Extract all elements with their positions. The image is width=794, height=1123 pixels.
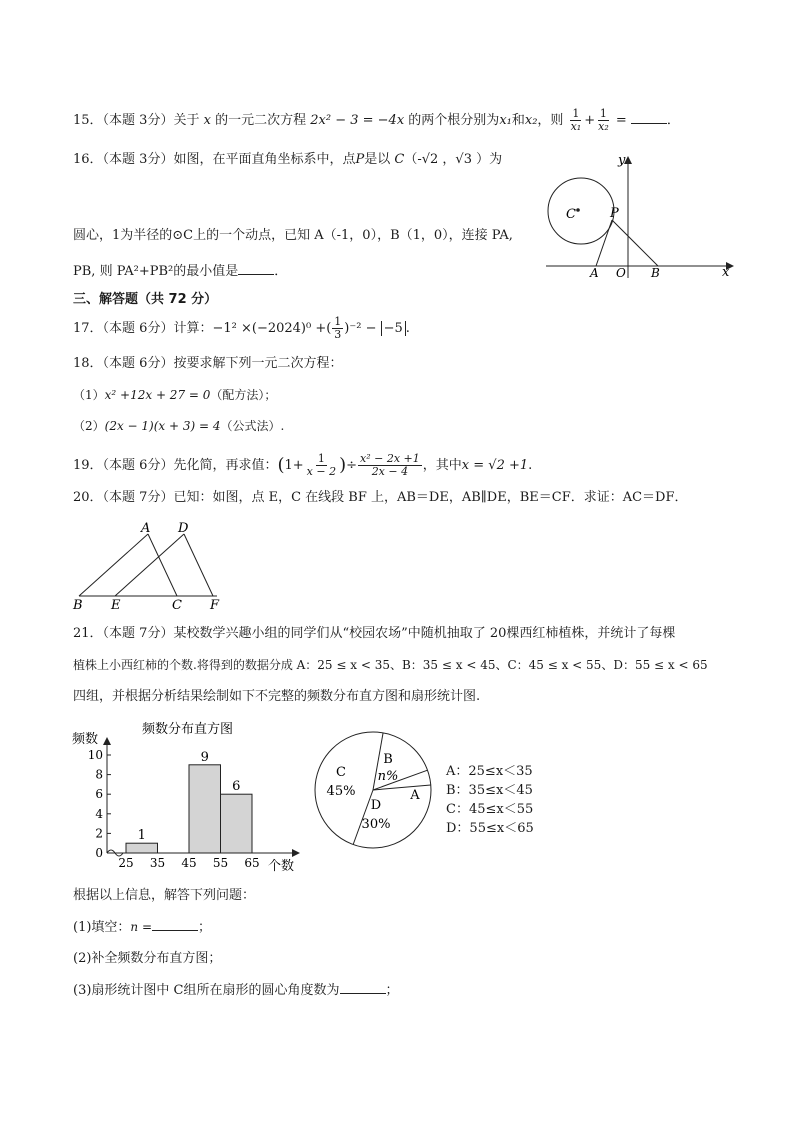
circle-c	[548, 178, 614, 244]
frac-den: x₂	[598, 120, 609, 133]
label-p: P	[610, 206, 619, 221]
label-y: y	[618, 153, 626, 168]
y-tick-label: 2	[95, 826, 103, 841]
question-17	[73, 316, 410, 341]
label-d: D	[178, 521, 189, 536]
q16-text2: 是以	[364, 152, 391, 167]
q15-answer-blank[interactable]	[631, 111, 667, 124]
q18-score: （本题 6分）	[102, 356, 174, 371]
q16-point-c: C	[394, 152, 405, 167]
q20-triangle-figure	[70, 520, 230, 612]
label-x: x	[722, 265, 730, 280]
q16-line3-text: PB, 则 PA²+PB²的最小值是	[73, 264, 239, 279]
q21-sub1-blank[interactable]	[152, 918, 198, 931]
q17-expr-b: )⁻² −	[344, 321, 377, 336]
histogram-bar	[189, 765, 221, 853]
q18-part-1	[73, 386, 276, 404]
q21-number: 21．	[73, 626, 103, 641]
q15-text5: ，则	[537, 113, 564, 128]
legend-item-b: B：35≤x＜45	[446, 783, 533, 798]
histogram-ylabel: 频数	[72, 732, 99, 747]
q20-score: （本题 7分）	[102, 490, 174, 505]
segment-ab	[79, 534, 148, 596]
q18-p1-label: （1）	[73, 388, 105, 402]
q19-xval: x = √2 +1	[461, 458, 529, 473]
pie-slice-value-d: 30%	[361, 817, 391, 832]
q19-paren-open: (	[277, 454, 285, 476]
histogram-xlabel: 个数	[268, 859, 295, 874]
q19-one-plus: 1+	[284, 458, 304, 473]
q15-root2: x₂	[524, 113, 538, 128]
x-tick-label: 45	[181, 856, 197, 870]
q15-score: （本题 3分）	[102, 113, 174, 128]
question-20	[73, 489, 688, 507]
q16-end: ．	[274, 264, 288, 279]
label-c: C	[172, 598, 182, 613]
q19-number: 19．	[73, 458, 103, 473]
y-tick-label: 0	[95, 846, 103, 860]
y-tick-label: 10	[87, 748, 103, 762]
q18-p1-eq: x² +12x + 27 = 0	[104, 388, 211, 402]
question-21-line3: 四组，并根据分析结果绘制如下不完整的频数分布直方图和扇形统计图.	[73, 689, 481, 704]
frac-num: 1	[572, 107, 580, 120]
frac-den: 2x − 4	[371, 465, 409, 478]
pie-slice-label-d: D	[370, 798, 382, 813]
question-21-line1	[73, 625, 675, 643]
q17-score: （本题 6分）	[102, 321, 174, 336]
q16-number: 16．	[73, 152, 103, 167]
q16-text1: 如图，在平面直角坐标系中，点	[173, 152, 356, 167]
frac-den: x − 2	[306, 465, 337, 478]
histogram-bar	[126, 843, 158, 853]
q15-end: ．	[666, 113, 680, 128]
q19-text: 先化简，再求值：	[173, 458, 278, 473]
bar-value-label: 1	[137, 828, 146, 844]
q15-equation: 2x² − 3 = −4x	[310, 113, 405, 128]
q15-number: 15．	[73, 113, 103, 128]
question-16-line1	[73, 151, 502, 169]
q21-score: （本题 7分）	[102, 626, 174, 641]
pie-slice-label-c: C	[336, 765, 346, 780]
question-16-line3	[73, 262, 287, 281]
q15-plus: +	[584, 113, 596, 128]
y-tick-label: 4	[95, 806, 103, 821]
frequency-histogram	[70, 715, 310, 875]
q17-text: 计算：	[173, 321, 213, 336]
q17-end: .	[405, 321, 410, 336]
q15-equals: =	[615, 113, 627, 128]
label-o: O	[616, 266, 626, 280]
segment-pb	[612, 220, 658, 266]
q19-fraction-2	[358, 453, 422, 478]
q21-sub1-text: (1)填空：	[73, 920, 131, 935]
bar-value-label: 9	[200, 749, 209, 765]
bar-value-label: 6	[232, 779, 241, 795]
legend-item-c: C：45≤x＜55	[446, 802, 534, 817]
q21-sub3-end: ；	[385, 983, 399, 998]
segment-pa	[596, 220, 612, 266]
histogram-bar	[221, 794, 253, 853]
q21-sub1-n: n =	[130, 920, 153, 934]
q17-expr-a: −1² ×(−2024)⁰ +(	[212, 321, 332, 336]
q20-number: 20．	[73, 490, 103, 505]
x-tick-label: 55	[212, 856, 229, 870]
q15-text1: 关于	[173, 113, 200, 128]
q21-sub-2: (2)补全频数分布直方图；	[73, 951, 222, 966]
q21-line1: 某校数学兴趣小组的同学们从“校园农场”中随机抽取了 20棵西红柿植株，并统计了每棵	[173, 626, 676, 641]
segment-ac	[148, 534, 177, 596]
pie-chart	[308, 730, 438, 860]
q21-sub3-blank[interactable]	[340, 981, 386, 994]
histogram-title: 频数分布直方图	[142, 722, 234, 737]
y-axis-arrow-icon	[103, 737, 111, 745]
center-c-dot	[576, 208, 580, 212]
q15-text3: 的两个根分别为	[408, 113, 500, 128]
q19-paren-close: )	[339, 454, 347, 476]
y-tick-label: 8	[95, 767, 103, 782]
legend-item-a: A：25≤x＜35	[446, 764, 533, 779]
q21-sub1-end: ；	[198, 920, 212, 935]
q16-point-p: P	[355, 152, 365, 167]
question-15	[73, 108, 680, 133]
question-21-line2: 植株上小西红柿的个数.将得到的数据分成 A：25 ≤ x < 35、B：35 ≤ x < 45、C：45 ≤ x < 55、D：55 ≤ x < 65	[73, 658, 708, 672]
frac-num: 1	[317, 452, 325, 465]
q15-var: x	[203, 113, 211, 128]
q19-where: ，其中	[422, 458, 462, 473]
q15-root1: x₁	[499, 113, 512, 128]
q18-p1-method: （配方法）；	[210, 388, 277, 402]
label-f: F	[210, 598, 220, 613]
label-e: E	[111, 598, 121, 613]
label-b: B	[651, 266, 660, 280]
section-3-heading: 三、解答题（共 72 分）	[73, 292, 218, 307]
q15-text4: 和	[511, 113, 525, 128]
question-16-line2: 圆心，1为半径的⊙C上的一个动点，已知 A（-1，0），B（1，0），连接 PA,	[73, 228, 513, 243]
q18-p2-label: （2）	[73, 419, 105, 433]
question-18	[73, 355, 342, 373]
pie-slice-label-a: A	[410, 788, 420, 803]
q18-part-2	[73, 417, 284, 435]
q19-fraction-1	[305, 453, 338, 478]
q15-fraction-1	[569, 108, 584, 133]
q16-score: （本题 3分）	[102, 152, 174, 167]
q16-coords: （-√2 ，√3 ）为	[404, 152, 503, 167]
q17-number: 17．	[73, 321, 103, 336]
q16-coordinate-figure	[540, 150, 740, 280]
q20-text: 已知：如图，点 E，C 在线段 BF 上，AB＝DE，AB∥DE，BE＝CF．求证：AC＝DF．	[173, 490, 688, 505]
q19-score: （本题 6分）	[102, 458, 174, 473]
q15-text2: 的一元二次方程	[215, 113, 307, 128]
x-tick-label: 25	[118, 856, 134, 870]
q21-sub3-text: (3)扇形统计图中 C组所在扇形的圆心角度数为	[73, 983, 340, 998]
q18-p2-eq: (2x − 1)(x + 3) = 4	[104, 419, 221, 433]
q15-fraction-2	[596, 108, 611, 133]
label-a: A	[590, 266, 599, 280]
q18-text: 按要求解下列一元二次方程：	[173, 356, 343, 371]
label-c: C	[566, 207, 576, 222]
pie-legend	[446, 762, 534, 838]
y-tick-label: 6	[95, 787, 103, 802]
label-b: B	[73, 598, 83, 613]
question-19	[73, 453, 532, 478]
segment-de	[115, 534, 184, 596]
q19-div: ÷	[346, 458, 358, 473]
segment-df	[184, 534, 213, 596]
frac-num: 1	[599, 107, 607, 120]
x-axis-arrow-icon	[292, 849, 300, 857]
q18-number: 18．	[73, 356, 103, 371]
frac-den: 3	[334, 328, 342, 341]
q17-abs: −5	[381, 321, 406, 336]
q21-after-text: 根据以上信息，解答下列问题：	[73, 888, 256, 903]
frac-num: 1	[334, 315, 342, 328]
frac-num: x² − 2x +1	[360, 452, 420, 465]
x-tick-label: 65	[244, 856, 260, 870]
pie-slice-value-c: 45%	[326, 784, 356, 799]
legend-item-d: D：55≤x＜65	[446, 821, 534, 836]
q21-sub-3	[73, 981, 399, 1000]
label-a: A	[141, 521, 151, 536]
pie-slice-value-b: n%	[377, 769, 399, 784]
q17-fraction	[332, 316, 343, 341]
q16-answer-blank[interactable]	[238, 262, 274, 275]
q19-end: .	[528, 458, 533, 473]
q21-sub-1	[73, 918, 211, 937]
q18-p2-method: （公式法）.	[220, 419, 285, 433]
frac-den: x₁	[570, 120, 582, 133]
x-tick-label: 35	[149, 856, 166, 870]
pie-slice-label-b: B	[383, 752, 393, 767]
